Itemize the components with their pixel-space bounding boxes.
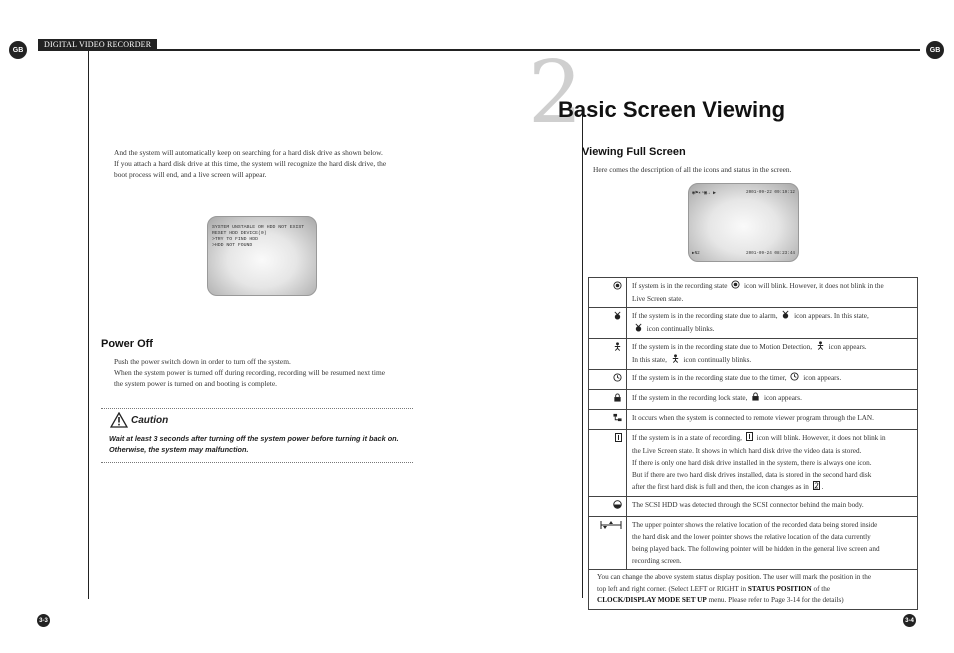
description-line: If system is in the recording state icon will blink. However, it does not blink in the [632,280,912,293]
table-row [589,430,918,497]
footer-line: You can change the above system status display position. The user will mark the position in the [597,573,872,581]
power-off-heading: Power Off [101,338,153,350]
rec-icon [731,280,740,293]
footer-text: top left and right corner. (Select LEFT or RIGHT in [597,584,748,593]
description-line: If there is only one hard disk drive installed in the system, there is always one icon. [632,459,872,467]
description-line: If the system in the recording lock state, icon appears. [632,392,912,405]
screen-line: >HDD NOT FOUND [212,243,253,248]
screen-line: >TRY TO FIND HDD [212,237,259,242]
boot-screen-image [207,216,317,296]
lock-icon [589,390,627,410]
page-number-right: 3-4 [903,614,916,627]
table-row [589,370,918,390]
caution-bottom-divider [101,462,413,463]
description-line: the Live Screen state. It shows in which hard disk drive the video data is stored. [632,447,862,455]
power-off-line: Push the power switch down in order to turn off the system. [114,357,291,366]
table-row [589,390,918,410]
description-line: It occurs when the system is connected to remote viewer program through the LAN. [632,414,874,422]
screen-line: RESET HDD DEVICE(0) [212,231,267,236]
description-line: The upper pointer shows the relative location of the recorded data being stored inside [632,521,878,529]
viewing-full-screen-heading: Viewing Full Screen [582,146,686,158]
description-line: the hard disk and the lower pointer shows the relative location of the data currently [632,533,871,541]
table-row [589,517,918,570]
row-description [627,308,918,339]
table-footer-row [589,570,918,610]
row-description [627,430,918,497]
row-description [627,497,918,517]
table-row [589,308,918,339]
clock-display-menu-term: CLOCK/DISPLAY MODE SET UP [597,596,707,604]
product-tag: DIGITAL VIDEO RECORDER [38,39,157,50]
description-line: Live Screen state. [632,295,684,303]
screen-top-time: 2001-09-22 09:19:12 [746,190,795,195]
power-off-line: the system power is turned on and booting is complete. [114,378,277,388]
description-line: If the system is in the recording state due to alarm, icon appears. In this state, [632,310,912,323]
intro-paragraph [114,148,424,180]
alarm-icon [589,308,627,339]
footer-text: of the [811,584,831,593]
lock-icon [751,392,760,405]
alarm-icon [634,323,643,336]
intro-line: And the system will automatically keep on searching for a hard disk drive as shown below. [114,148,383,157]
screen-status-icons: ◉⚑✴◔▣→ ▶ [692,190,717,196]
left-margin-rule [88,51,89,599]
scsi-icon [589,497,627,517]
motion-icon [589,339,627,370]
caution-title: Caution [131,415,169,426]
description-line: after the first hard disk is full and then, the icon changes as in . [632,481,912,494]
row-description [627,339,918,370]
intro-line: If you attach a hard disk drive at this time, the system will recognize the hard disk drive, the [114,158,387,168]
description-line: icon continually blinks. [632,323,912,336]
description-line: being played back. The following pointer will be hidden in the general live screen and [632,545,880,553]
screen-bottom-status: ▶N2 [692,251,700,256]
header-rule [38,49,920,51]
icon-description-table [588,277,918,610]
language-badge-left: GB [9,41,27,59]
caution-text [109,434,419,455]
pointer-icon [589,517,627,570]
warning-icon [110,412,128,428]
footer-line [597,584,909,596]
caution-line: Wait at least 3 seconds after turning off the system power before turning it back on. [109,434,399,443]
page-number-left: 3-3 [37,614,50,627]
chapter-number: 2 [528,43,583,143]
caution-line: Otherwise, the system may malfunction. [109,444,249,454]
row-description [627,517,918,570]
footer-line [597,595,909,607]
description-line: But if there are two hard disk drives installed, data is stored in the second hard disk [632,471,872,479]
power-off-line: When the system power is turned off during recording, recording will be resumed next time [114,367,385,377]
row-description [627,370,918,390]
row-description [627,410,918,430]
power-off-paragraph [114,357,424,389]
alarm-icon [781,310,790,323]
status-position-term: STATUS POSITION [747,584,812,593]
intro-line: boot process will end, and a live screen will appear. [114,169,267,179]
live-screen-image [688,183,799,262]
viewing-description: Here comes the description of all the icons and status in the screen. [593,165,792,174]
row-description [627,278,918,308]
motion-icon [816,341,825,354]
screen-bottom-time: 2001-09-24 08:23:44 [746,251,795,256]
caution-top-divider [101,408,413,409]
description-line: recording screen. [632,557,682,565]
hdd-number-icon [746,432,753,445]
footer-text: menu. Please refer to Page 3-14 for the details) [706,596,844,604]
language-badge-right: GB [926,41,944,59]
timer-icon [790,372,799,385]
description-line: The SCSI HDD was detected through the SCSI connector behind the main body. [632,501,864,509]
page-title: Basic Screen Viewing [558,97,786,122]
hdd-number-2-icon [813,481,820,494]
screen-line: SYSTEM UNSTABLE OR HDD NOT EXIST [212,225,305,230]
network-icon [589,410,627,430]
table-row [589,339,918,370]
motion-icon [671,354,680,367]
description-line: If the system is in a state of recording, icon will blink. However, it does not blink in [632,432,912,445]
table-row [589,278,918,308]
row-description [627,390,918,410]
timer-icon [589,370,627,390]
table-row [589,497,918,517]
right-margin-rule [582,110,583,598]
table-row [589,410,918,430]
hdd-number-icon [589,430,627,497]
rec-icon [589,278,627,308]
description-line: If the system is in the recording state due to Motion Detection, icon appears. [632,341,912,354]
description-line: If the system is in the recording state due to the timer, icon appears. [632,372,912,385]
description-line: In this state, icon continually blinks. [632,354,912,367]
